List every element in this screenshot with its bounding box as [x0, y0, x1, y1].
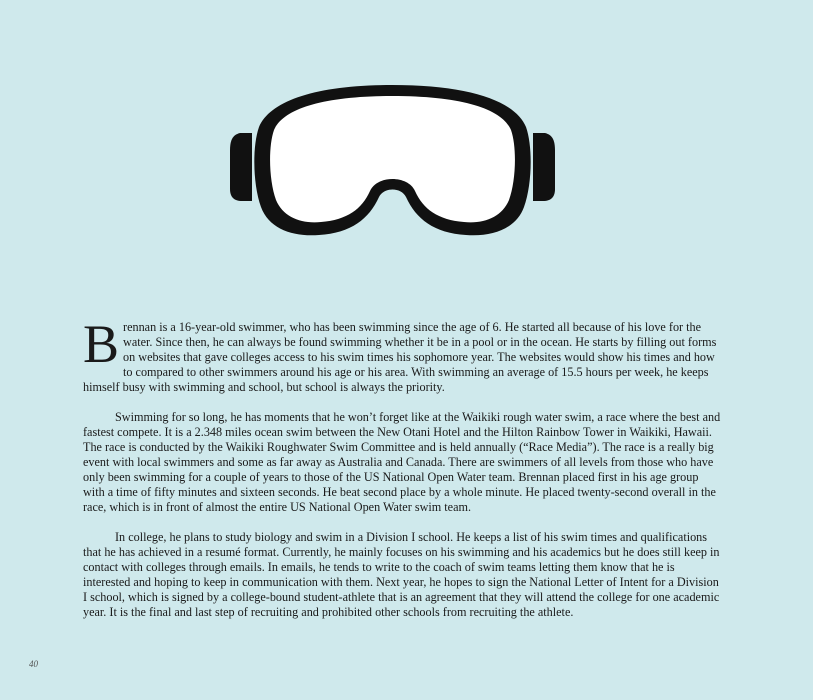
paragraph-1-text: rennan is a 16-year-old swimmer, who has been swimming since the age of 6. He started all because of his love for the water. Since then, he can always be found swimming whether it be in a pool or in the ocean. He starts by filling out forms on websites that gave colleges access to his swim times his sophomore year. The websites would show his times and how to compared to other swimmers around his age or his area. With swimming an average of 15.5 hours per week, he keeps himself busy with swimming and school, but school is always the priority. [83, 320, 717, 394]
paragraph-3: In college, he plans to study biology and swim in a Division I school. He keeps a list of his swim times and qualifications that he has achieved in a resumé format. Currently, he mainly focuses on his swimming and his academics but he does still keep in contact with colleges through emails. In emails, he tends to write to the coach of swim teams letting them know that he is interested and hoping to keep in communication with them. Next year, he hopes to sign the National Letter of Intent for a Division I school, which is signed by a college-bound student-athlete that is an agreement that they will attend the college for one academic year. It is the final and last step of recruiting and prohibited other schools from recruiting the athlete. [83, 530, 720, 619]
paragraph-2: Swimming for so long, he has moments that he won’t forget like at the Waikiki rough water swim, a race where the best and fastest compete. It is a 2.348 miles ocean swim between the New Otani Hotel and the Hilton Rainbow Tower in Waikiki, Hawaii. The race is conducted by the Waikiki Roughwater Swim Committee and is held annually (“Race Media”). The race is a really big event with local swimmers and some as far away as Australia and Canada. There are swimmers of all levels from those who have only been swimming for a couple of years to those of the US National Open Water team. Brennan placed first in his age group with a time of fifty minutes and sixteen seconds. He beat second place by a whole minute. He placed twenty-second overall in the race, which is in front of almost the entire US National Open Water swim team. [83, 410, 721, 514]
goggle-strap-right [533, 133, 555, 201]
goggle-lens [270, 96, 515, 222]
page-number: 40 [29, 659, 38, 669]
goggle-strap-left [230, 133, 252, 201]
article-body [83, 314, 723, 635]
drop-cap: B [83, 314, 120, 374]
swim-goggles-icon [230, 85, 555, 245]
paragraph-1 [83, 314, 723, 395]
